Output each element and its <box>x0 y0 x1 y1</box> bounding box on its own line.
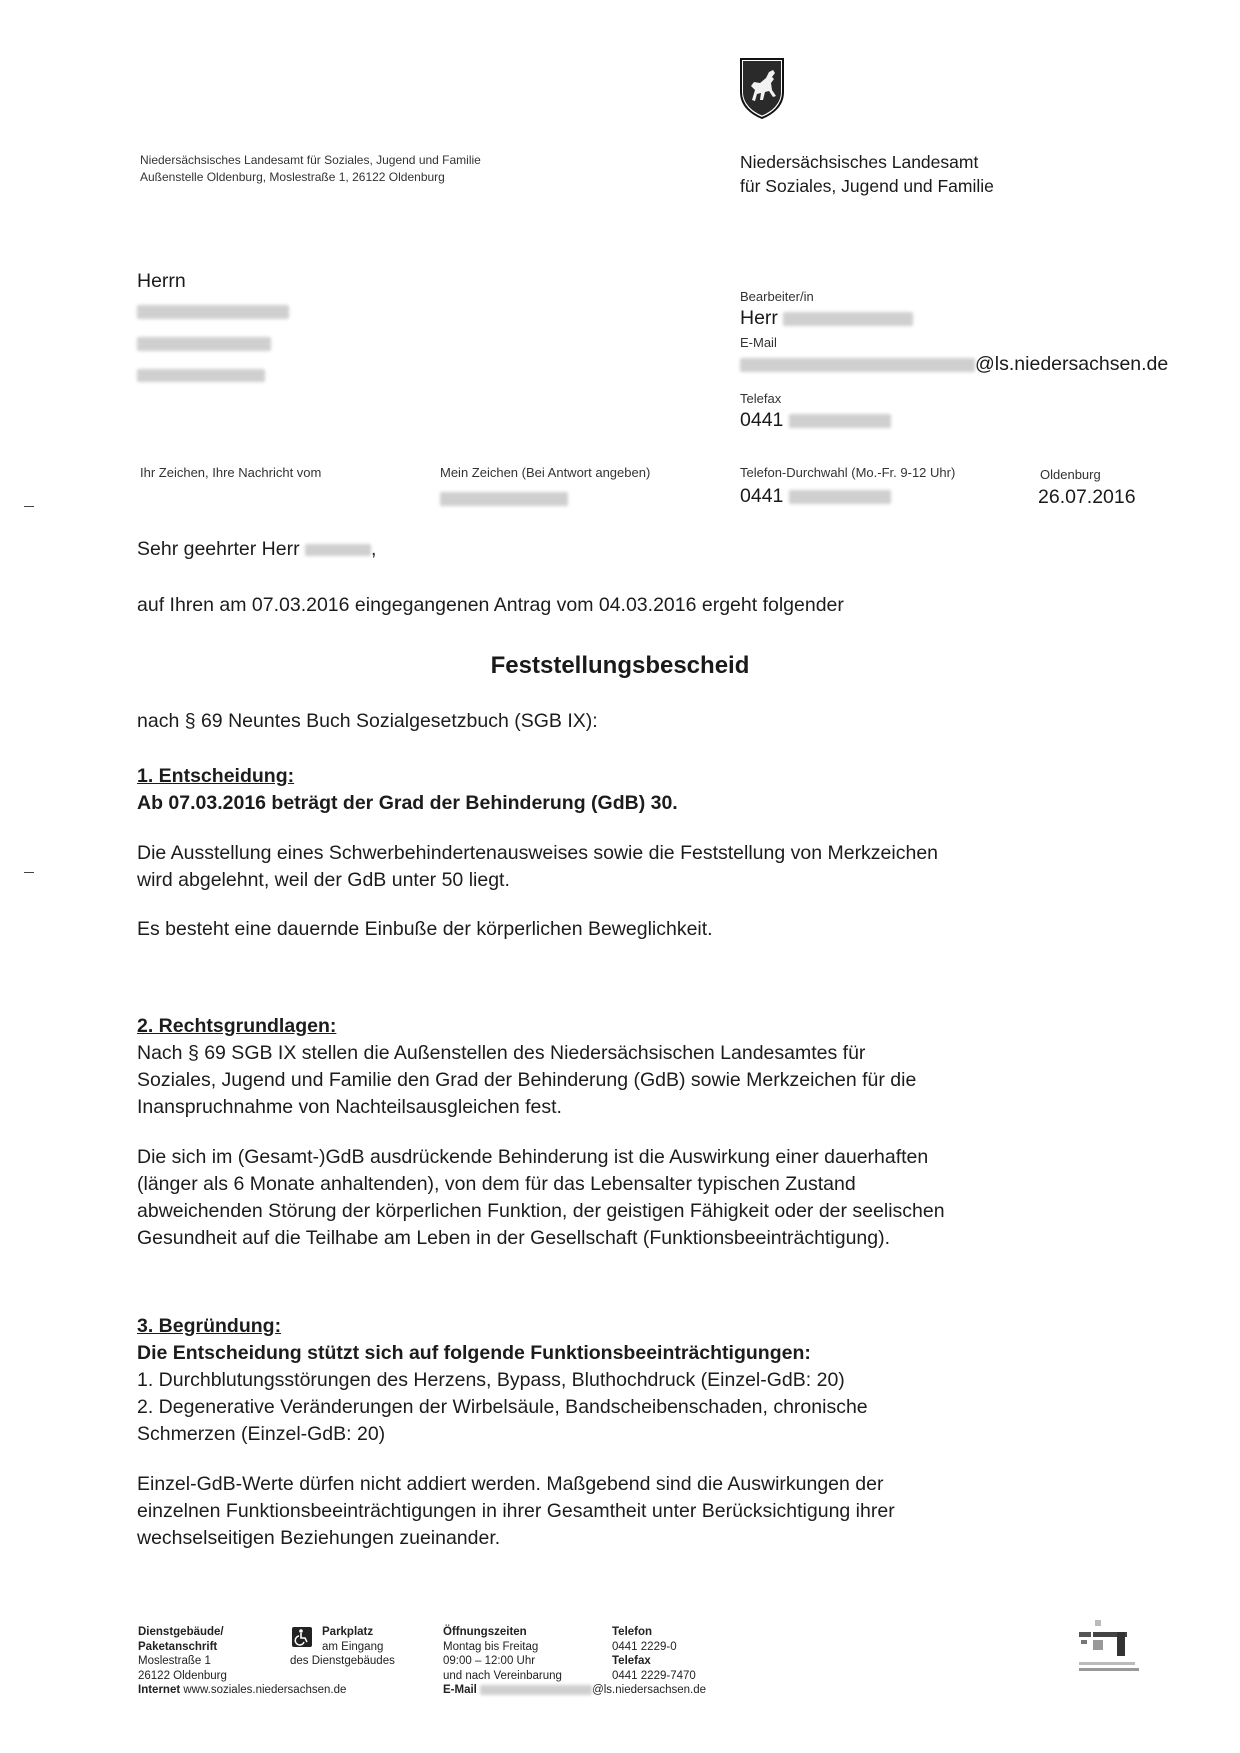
footer-parking-line-1: am Eingang <box>322 1640 384 1653</box>
email-label: E-Mail <box>740 335 777 350</box>
redacted-bearbeiter-name <box>783 312 913 326</box>
wheelchair-icon <box>292 1627 312 1647</box>
footer-email-suffix[interactable]: @ls.niedersachsen.de <box>592 1684 707 1696</box>
footer-street: Moslestraße 1 <box>138 1655 211 1667</box>
telefax-row <box>740 408 1168 433</box>
section-legal <box>137 1013 945 1252</box>
email-suffix[interactable]: @ls.niedersachsen.de <box>975 353 1169 375</box>
contact-block <box>740 288 1168 433</box>
durchwahl-row <box>740 484 891 509</box>
legal-p2-line-4: Gesundheit auf die Teilhabe am Leben in der Gesellschaft (Funktionsbeeinträchtigung). <box>137 1227 891 1249</box>
fold-mark-top <box>24 506 34 507</box>
bearbeiter-value: Herr <box>740 307 778 329</box>
legal-paragraph-2 <box>137 1144 945 1252</box>
footer-parking <box>290 1625 395 1669</box>
audit-berufundfamilie-logo-icon <box>1065 1618 1147 1680</box>
greeting <box>137 536 376 563</box>
legal-p1-line-3: Inanspruchnahme von Nachteilsausgleichen fest. <box>137 1096 562 1118</box>
ihr-zeichen-label: Ihr Zeichen, Ihre Nachricht vom <box>140 465 322 480</box>
sender-line-1: Niedersächsisches Landesamt für Soziales, Jugend und Familie <box>140 153 481 167</box>
section-legal-heading: 2. Rechtsgrundlagen: <box>137 1015 337 1037</box>
decision-paragraph-1 <box>137 840 938 894</box>
telefax-prefix: 0441 <box>740 409 784 431</box>
reasoning-line-2: einzelnen Funktionsbeeinträchtigungen in ihrer Gesamtheit unter Berücksichtigung ihrer <box>137 1500 895 1522</box>
reasoning-paragraph <box>137 1471 895 1552</box>
decision-p1-line-1: Die Ausstellung eines Schwerbehindertenausweises sowie die Feststellung von Merkzeichen <box>137 842 939 864</box>
authority-line-1: Niedersächsisches Landesamt <box>740 152 979 172</box>
redacted-recipient-name <box>137 305 289 319</box>
decision-paragraph-2: Es besteht eine dauernde Einbuße der körperlichen Beweglichkeit. <box>137 918 713 940</box>
footer-phone-value: 0441 2229-0 <box>612 1640 677 1653</box>
mein-zeichen-label: Mein Zeichen (Bei Antwort angeben) <box>440 465 651 480</box>
footer-phone-heading: Telefon <box>612 1626 653 1638</box>
impairment-item-2-line-2: Schmerzen (Einzel-GdB: 20) <box>137 1423 386 1445</box>
redacted-mein-zeichen <box>440 492 568 506</box>
bearbeiter-row <box>740 306 1168 331</box>
legal-p1-line-2: Soziales, Jugend und Familie den Grad der Behinderung (GdB) sowie Merkzeichen für die <box>137 1069 917 1091</box>
footer-city: 26122 Oldenburg <box>138 1669 227 1682</box>
impairment-item-2 <box>137 1394 895 1448</box>
sender-line <box>140 152 481 186</box>
impairment-item-2-line-1: 2. Degenerative Veränderungen der Wirbelsäule, Bandscheibenschaden, chronische <box>137 1396 868 1418</box>
document-title: Feststellungsbescheid <box>490 652 750 679</box>
recipient-salutation: Herrn <box>137 270 186 292</box>
legal-p2-line-1: Die sich im (Gesamt-)GdB ausdrückende Behinderung ist die Auswirkung einer dauerhaften <box>137 1146 929 1168</box>
footer-hours-time: 09:00 – 12:00 Uhr <box>443 1655 536 1667</box>
footer-phone <box>612 1625 696 1683</box>
section-decision-result: Ab 07.03.2016 beträgt der Grad der Behinderung (GdB) 30. <box>137 792 678 814</box>
footer-dienst-heading-1: Dienstgebäude/ <box>138 1626 224 1638</box>
reasoning-line-3: wechselseitigen Beziehungen zueinander. <box>137 1527 501 1549</box>
footer-fax-heading: Telefax <box>612 1655 651 1667</box>
authority-line-2: für Soziales, Jugend und Familie <box>740 176 994 196</box>
sender-line-2: Außenstelle Oldenburg, Moslestraße 1, 26122 Oldenburg <box>140 170 445 184</box>
redacted-durchwahl-number <box>789 490 891 504</box>
footer-parking-line-2: des Dienstgebäudes <box>290 1655 395 1667</box>
footer-parking-heading: Parkplatz <box>322 1626 374 1638</box>
section-reasoning <box>137 1313 895 1552</box>
section-decision <box>137 763 938 943</box>
intro-text: auf Ihren am 07.03.2016 eingegangenen Antrag vom 04.03.2016 ergeht folgender <box>137 594 844 616</box>
redacted-footer-email <box>480 1685 592 1695</box>
legal-paragraph-1 <box>137 1040 945 1121</box>
lower-saxony-horse-crest-icon <box>738 56 786 120</box>
footer-dienst-heading-2: Paketanschrift <box>138 1640 218 1653</box>
legal-p1-line-1: Nach § 69 SGB IX stellen die Außenstellen des Niedersächsischen Landesamtes für <box>137 1042 866 1064</box>
footer-internet-label: Internet <box>138 1684 181 1696</box>
decision-p1-line-2: wird abgelehnt, weil der GdB unter 50 liegt. <box>137 869 510 891</box>
redacted-email-local <box>740 358 975 372</box>
fold-mark-middle <box>24 872 34 873</box>
email-row <box>740 352 1168 377</box>
footer-internet-link[interactable]: www.soziales.niedersachsen.de <box>183 1684 347 1696</box>
redacted-recipient-street <box>137 337 271 351</box>
greeting-prefix: Sehr geehrter Herr <box>137 538 300 560</box>
legal-basis: nach § 69 Neuntes Buch Sozialgesetzbuch (SGB IX): <box>137 710 598 732</box>
durchwahl-label: Telefon-Durchwahl (Mo.-Fr. 9-12 Uhr) <box>740 465 956 480</box>
recipient-address <box>137 268 289 388</box>
impairment-item-1: 1. Durchblutungsstörungen des Herzens, Bypass, Bluthochdruck (Einzel-GdB: 20) <box>137 1369 845 1391</box>
authority-name <box>740 150 994 198</box>
legal-p2-line-2: (länger als 6 Monate anhaltenden), von dem für das Lebensalter typischen Zustand <box>137 1173 856 1195</box>
durchwahl-prefix: 0441 <box>740 485 784 507</box>
reasoning-line-1: Einzel-GdB-Werte dürfen nicht addiert werden. Maßgebend sind die Auswirkungen der <box>137 1473 884 1495</box>
footer-hours-heading: Öffnungszeiten <box>443 1626 527 1638</box>
redacted-telefax-number <box>789 414 891 428</box>
place-label: Oldenburg <box>1040 467 1101 482</box>
footer-email-label: E-Mail <box>443 1684 477 1696</box>
legal-p2-line-3: abweichenden Störung der körperlichen Funktion, der geistigen Fähigkeit oder der seelischen <box>137 1200 945 1222</box>
footer-hours-days: Montag bis Freitag <box>443 1640 539 1653</box>
section-decision-heading: 1. Entscheidung: <box>137 765 295 787</box>
section-reasoning-intro: Die Entscheidung stützt sich auf folgende Funktionsbeeinträchtigungen: <box>137 1342 811 1364</box>
redacted-greeting-name <box>305 544 371 556</box>
redacted-recipient-city <box>137 369 265 382</box>
letter-date: 26.07.2016 <box>1038 486 1136 508</box>
footer-hours-note: und nach Vereinbarung <box>443 1669 562 1682</box>
section-reasoning-heading: 3. Begründung: <box>137 1315 282 1337</box>
greeting-suffix: , <box>371 538 377 560</box>
footer-fax-value: 0441 2229-7470 <box>612 1669 696 1682</box>
telefax-label: Telefax <box>740 391 782 406</box>
mein-zeichen-value <box>440 490 568 508</box>
bearbeiter-label: Bearbeiter/in <box>740 289 814 304</box>
